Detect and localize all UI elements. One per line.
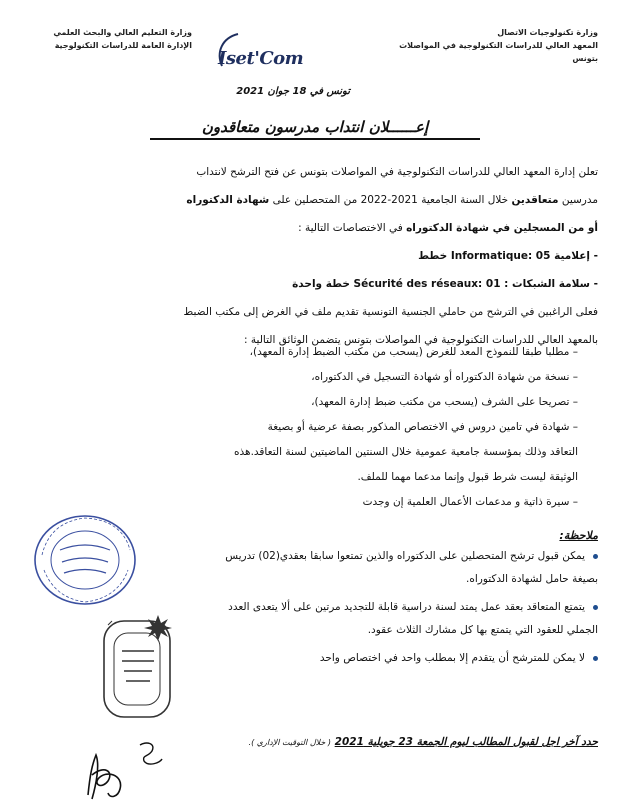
official-seal-icon <box>30 510 140 610</box>
document-date: تونس في 18 جوان 2021 <box>236 86 350 97</box>
note-item: يتمتع المتعاقد بعقد عمل يمتد لسنة دراسية قابلة للتجديد مرتين على ألا يتعدى العدد الجملي للعقود التي يتمتع بها كل مشارك الثلاث عقود. <box>228 601 598 636</box>
isetcom-logo <box>208 30 304 74</box>
list-item: – نسخة من شهادة الدكتوراه أو شهادة التسجيل في الدكتوراه، <box>311 371 578 383</box>
note-item: يمكن قبول ترشح المتحصلين على الدكتوراه والذين تمتعوا سابقا بعقدي(02) تدريس بصيغة حامل لشهادة الدكتوراه. <box>225 550 598 585</box>
list-item: الوثيقة ليست شرط قبول وإنما مدعما مهما للملف. <box>357 471 578 483</box>
institute-stamp-icon <box>98 615 178 723</box>
list-item: – مطلبا طبقا للنموذج المعد للغرض (يسحب من مكتب الضبط إدارة المعهد)، <box>249 346 578 358</box>
deadline-text: حدد آخر اجل لقبول المطالب ليوم الجمعة 23 جويلية 2021 <box>334 736 598 748</box>
deadline-note: ( خلال التوقيت الإداري ). <box>248 738 332 747</box>
list-item: – تصريحا على الشرف (يسحب من مكتب ضبط إدارة المعهد)، <box>311 396 578 408</box>
intro-line-2: مدرسين متعاقدين خلال السنة الجامعية 2021-2022 من المتحصلين على شهادة الدكتوراه <box>186 194 598 206</box>
intro-line-3: أو من المسجلين في شهادة الدكتوراه في الاختصاصات التالية : <box>298 222 598 234</box>
intro-line-4: فعلى الراغبين في الترشح من حاملي الجنسية التونسية تقديم ملف في الغرض إلى مكتب الضبط <box>183 306 598 318</box>
note-item: لا يمكن للمترشح أن يتقدم إلا بمطلب واحد في اختصاص واحد <box>78 647 598 670</box>
page-title: إعــــــلان انتداب مدرسون متعاقدون <box>150 118 480 140</box>
specialty-informatique: - إعلامية Informatique: 05 خطط <box>418 250 598 262</box>
intro-line-5: بالمعهد العالي للدراسات التكنولوجية في المواصلات بتونس يتضمن الوثائق التالية : <box>244 334 598 346</box>
intro-paragraph <box>32 158 598 354</box>
intro-line-1: تعلن إدارة المعهد العالي للدراسات التكنولوجية في المواصلات بتونس عن فتح الترشح لانتداب <box>196 166 598 178</box>
directorate-name: الإدارة العامة للدراسات التكنولوجية <box>54 41 192 50</box>
bullet-icon <box>593 605 598 610</box>
higher-ed-ministry-name: وزارة التعليم العالي والبحث العلمي <box>53 28 192 37</box>
ministry-header-left <box>12 26 192 52</box>
specialty-network-security: - سلامة الشبكات : Sécurité des réseaux: 01 خطة واحدة <box>292 278 598 290</box>
logo-text: Iset'Com <box>218 48 304 69</box>
list-item: التعاقد وذلك بمؤسسة جامعية عمومية خلال السنتين الماضيتين لسنة التعاقد.هذه <box>234 446 578 458</box>
bullet-icon <box>593 554 598 559</box>
ministry-header-right <box>383 26 598 65</box>
ministry-name: وزارة تكنولوجيات الاتصال <box>497 28 598 37</box>
notes-heading: ملاحظة: <box>559 529 598 542</box>
required-documents-list <box>58 340 578 515</box>
bullet-icon <box>593 656 598 661</box>
list-item: – شهادة في تامين دروس في الاختصاص المذكور بصفة عرضية أو بصيغة <box>267 421 578 433</box>
list-item: – سيرة ذاتية و مدعمات الأعمال العلمية إن وجدت <box>362 496 578 508</box>
signature-icon <box>70 735 190 805</box>
institute-name: المعهد العالي للدراسات التكنولوجية في المواصلات بتونس <box>399 41 598 63</box>
